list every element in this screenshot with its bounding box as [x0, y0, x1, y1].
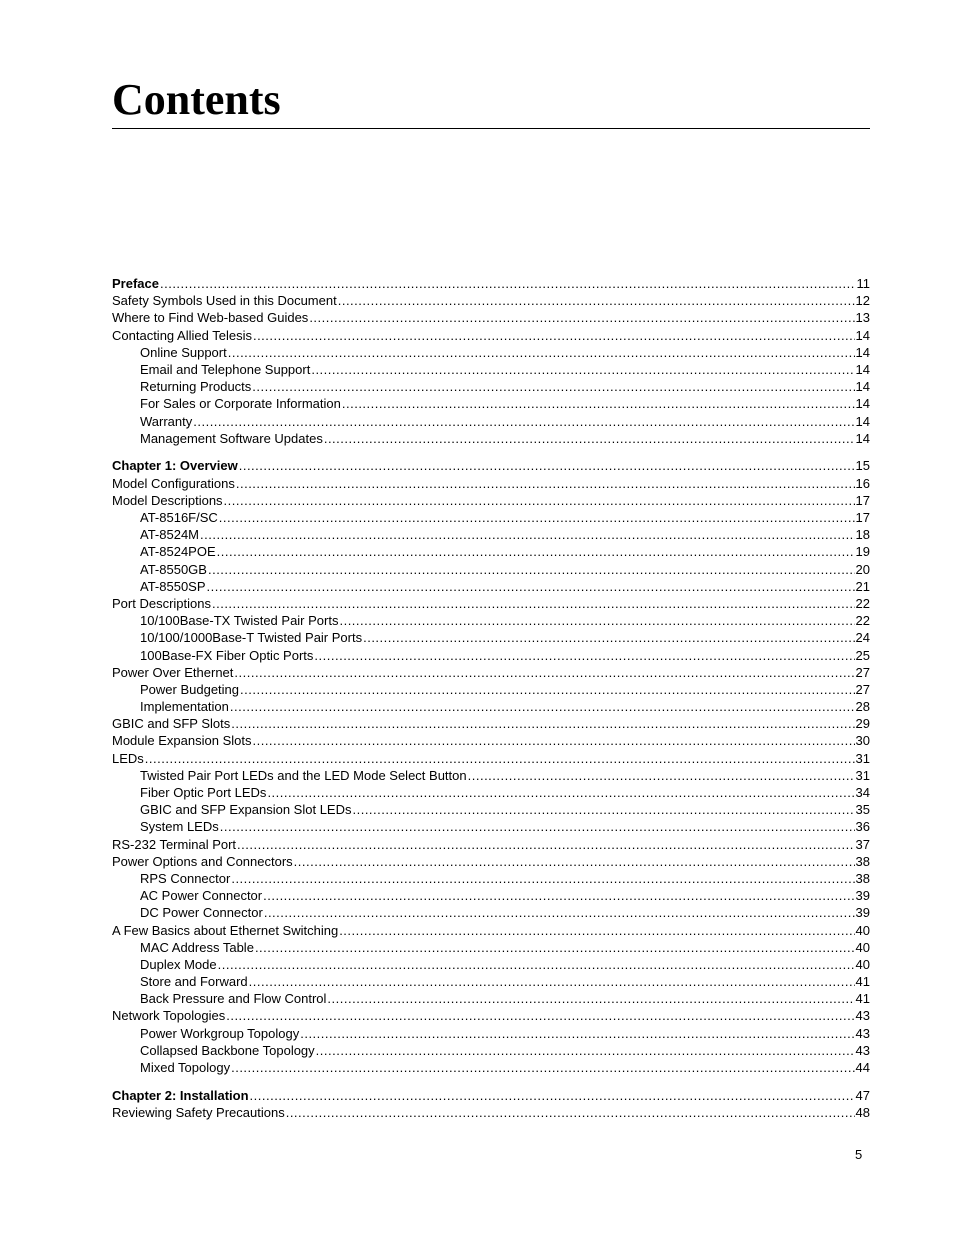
toc-entry[interactable] — [112, 578, 870, 595]
toc-entry[interactable] — [112, 492, 870, 509]
toc-entry-page: 39 — [855, 905, 870, 921]
toc-entry-page: 31 — [855, 767, 870, 783]
toc-entry[interactable] — [112, 1025, 870, 1042]
title-divider — [112, 128, 870, 129]
toc-entry-title: Store and Forward — [140, 974, 248, 990]
toc-dot-leader — [253, 327, 855, 344]
toc-entry[interactable] — [112, 378, 870, 395]
toc-entry-title: 100Base-FX Fiber Optic Ports — [140, 647, 314, 663]
toc-entry-title: 10/100/1000Base-T Twisted Pair Ports — [140, 630, 363, 646]
toc-dot-leader — [236, 475, 855, 492]
toc-entry[interactable] — [112, 990, 870, 1007]
toc-entry-title: MAC Address Table — [140, 939, 254, 955]
toc-dot-leader — [217, 543, 855, 560]
toc-entry[interactable] — [112, 526, 870, 543]
toc-dot-leader — [234, 664, 854, 681]
toc-entry-page: 34 — [855, 785, 870, 801]
toc-dot-leader — [294, 853, 855, 870]
toc-entry-page: 14 — [855, 396, 870, 412]
page-number: 5 — [855, 1147, 863, 1162]
toc-entry-page: 40 — [855, 939, 870, 955]
toc-entry-title: Returning Products — [140, 379, 252, 395]
toc-entry-page: 40 — [855, 956, 870, 972]
toc-entry-page: 36 — [855, 819, 870, 835]
toc-entry[interactable] — [112, 836, 870, 853]
toc-dot-leader — [339, 922, 854, 939]
toc-entry-title: Email and Telephone Support — [140, 361, 311, 377]
toc-dot-leader — [327, 990, 854, 1007]
toc-entry-page: 38 — [855, 870, 870, 886]
toc-entry-title: Management Software Updates — [140, 430, 323, 446]
toc-entry-title: Warranty — [140, 413, 193, 429]
toc-entry-title: Power Over Ethernet — [112, 664, 234, 680]
toc-entry-title: Online Support — [140, 344, 227, 360]
toc-entry[interactable] — [112, 870, 870, 887]
toc-entry-page: 14 — [855, 361, 870, 377]
toc-entry-title: Mixed Topology — [140, 1060, 231, 1076]
toc-entry-page: 38 — [855, 853, 870, 869]
toc-entry[interactable] — [112, 973, 870, 990]
toc-entry-title: Module Expansion Slots — [112, 733, 252, 749]
toc-dot-leader — [267, 784, 854, 801]
toc-dot-leader — [255, 939, 855, 956]
toc-entry[interactable] — [112, 801, 870, 818]
toc-entry-page: 14 — [855, 344, 870, 360]
toc-dot-leader — [237, 836, 854, 853]
toc-entry-title: System LEDs — [140, 819, 219, 835]
toc-entry-page: 27 — [855, 681, 870, 697]
toc-dot-leader — [264, 904, 855, 921]
toc-entry-title: Safety Symbols Used in this Document — [112, 293, 337, 309]
page-title: Contents — [112, 75, 281, 124]
toc-entry[interactable] — [112, 1104, 870, 1121]
toc-entry-page: 48 — [855, 1105, 870, 1120]
toc-entry-title: Collapsed Backbone Topology — [140, 1042, 315, 1058]
toc-entry-title: A Few Basics about Ethernet Switching — [112, 922, 339, 938]
toc-entry-title: RS-232 Terminal Port — [112, 836, 237, 852]
toc-dot-leader — [212, 595, 855, 612]
toc-dot-leader — [226, 1007, 854, 1024]
toc-entry[interactable] — [112, 561, 870, 578]
toc-entry[interactable] — [112, 543, 870, 560]
toc-entry-page: 22 — [855, 595, 870, 611]
toc-entry-page: 40 — [855, 922, 870, 938]
toc-entry-title: AT-8524POE — [140, 544, 216, 560]
toc-dot-leader — [363, 629, 854, 646]
toc-entry-page: 17 — [855, 492, 870, 508]
toc-entry[interactable] — [112, 292, 870, 309]
toc-dot-leader — [230, 698, 855, 715]
toc-entry-page: 19 — [855, 544, 870, 560]
toc-entry-page: 14 — [855, 430, 870, 446]
toc-entry-title: Fiber Optic Port LEDs — [140, 785, 267, 801]
toc-entry-title: DC Power Connector — [140, 905, 263, 921]
toc-entry[interactable] — [112, 595, 870, 612]
toc-dot-leader — [252, 732, 854, 749]
toc-entry[interactable] — [112, 664, 870, 681]
toc-entry-title: Model Configurations — [112, 475, 235, 491]
toc-entry-title: AT-8524M — [140, 527, 200, 543]
toc-entry-title: Implementation — [140, 699, 229, 715]
toc-entry-title: Reviewing Safety Precautions — [112, 1105, 285, 1120]
toc-entry-page: 43 — [855, 1042, 870, 1058]
toc-entry[interactable] — [112, 1007, 870, 1024]
toc-entry[interactable] — [112, 681, 870, 698]
toc-entry-title: Twisted Pair Port LEDs and the LED Mode Select Button — [140, 767, 467, 783]
toc-entry-title: For Sales or Corporate Information — [140, 396, 341, 412]
toc-dot-leader — [220, 818, 855, 835]
toc-entry-title: Chapter 2: Installation — [112, 1087, 249, 1103]
toc-entry-title: Where to Find Web-based Guides — [112, 310, 309, 326]
toc-entry-page: 14 — [855, 379, 870, 395]
toc-entry-page: 14 — [855, 413, 870, 429]
toc-entry-page: 15 — [855, 458, 870, 474]
toc-dot-leader — [263, 887, 854, 904]
toc-dot-leader — [160, 275, 856, 292]
toc-entry[interactable] — [112, 922, 870, 939]
toc-entry[interactable] — [112, 956, 870, 973]
toc-entry[interactable] — [112, 732, 870, 749]
toc-dot-leader — [200, 526, 855, 543]
toc-chapter-entry[interactable] — [112, 457, 870, 474]
toc-dot-leader — [342, 395, 855, 412]
toc-entry-title: Network Topologies — [112, 1008, 226, 1024]
toc-entry[interactable] — [112, 509, 870, 526]
toc-entry-title: Power Budgeting — [140, 681, 240, 697]
toc-entry[interactable] — [112, 887, 870, 904]
toc-entry-page: 37 — [855, 836, 870, 852]
toc-entry[interactable] — [112, 361, 870, 378]
toc-entry[interactable] — [112, 309, 870, 326]
toc-entry-page: 17 — [855, 510, 870, 526]
toc-entry[interactable] — [112, 750, 870, 767]
toc-entry-page: 44 — [855, 1060, 870, 1076]
toc-dot-leader — [468, 767, 855, 784]
toc-dot-leader — [208, 561, 855, 578]
toc-entry-page: 22 — [855, 613, 870, 629]
toc-entry[interactable] — [112, 784, 870, 801]
toc-dot-leader — [224, 492, 855, 509]
toc-entry-title: Preface — [112, 276, 159, 291]
toc-dot-leader — [228, 344, 855, 361]
toc-entry-title: Model Descriptions — [112, 492, 223, 508]
toc-entry-page: 39 — [855, 888, 870, 904]
toc-entry-page: 41 — [855, 974, 870, 990]
toc-entry[interactable] — [112, 612, 870, 629]
toc-dot-leader — [218, 956, 855, 973]
toc-entry[interactable] — [112, 1042, 870, 1059]
toc-entry-page: 20 — [855, 561, 870, 577]
toc-dot-leader — [252, 378, 854, 395]
toc-chapter-entry[interactable] — [112, 1087, 870, 1104]
toc-entry[interactable] — [112, 413, 870, 430]
toc-entry[interactable] — [112, 475, 870, 492]
toc-dot-leader — [300, 1025, 854, 1042]
toc-entry-title: LEDs — [112, 750, 144, 766]
toc-entry-page: 16 — [855, 475, 870, 491]
toc-entry-title: Power Options and Connectors — [112, 853, 293, 869]
toc-entry[interactable] — [112, 344, 870, 361]
toc-entry-page: 35 — [855, 802, 870, 818]
toc-dot-leader — [231, 1059, 854, 1076]
toc-entry[interactable] — [112, 647, 870, 664]
toc-entry-title: Duplex Mode — [140, 956, 217, 972]
toc-dot-leader — [309, 309, 854, 326]
toc-dot-leader — [231, 715, 854, 732]
toc-dot-leader — [219, 509, 855, 526]
toc-entry-title: AT-8516F/SC — [140, 510, 218, 526]
toc-entry[interactable] — [112, 904, 870, 921]
toc-dot-leader — [231, 870, 854, 887]
toc-dot-leader — [207, 578, 855, 595]
toc-entry[interactable] — [112, 430, 870, 447]
toc-entry[interactable] — [112, 629, 870, 646]
toc-entry-page: 47 — [855, 1087, 870, 1103]
toc-entry-page: 43 — [855, 1008, 870, 1024]
toc-entry-page: 11 — [856, 276, 870, 291]
toc-entry-page: 31 — [855, 750, 870, 766]
toc-entry-page: 41 — [855, 991, 870, 1007]
table-of-contents — [112, 275, 870, 1121]
toc-dot-leader — [249, 973, 855, 990]
toc-dot-leader — [239, 457, 855, 474]
toc-entry[interactable] — [112, 767, 870, 784]
toc-entry[interactable] — [112, 327, 870, 344]
toc-entry-title: RPS Connector — [140, 870, 231, 886]
toc-entry[interactable] — [112, 698, 870, 715]
toc-chapter-entry[interactable] — [112, 275, 870, 292]
toc-entry[interactable] — [112, 853, 870, 870]
toc-entry-page: 24 — [855, 630, 870, 646]
toc-dot-leader — [250, 1087, 855, 1104]
toc-entry[interactable] — [112, 818, 870, 835]
toc-entry-title: Port Descriptions — [112, 595, 211, 611]
toc-dot-leader — [339, 612, 854, 629]
toc-entry-page: 43 — [855, 1025, 870, 1041]
toc-entry-page: 12 — [855, 293, 870, 309]
toc-entry-title: GBIC and SFP Expansion Slot LEDs — [140, 802, 352, 818]
toc-entry-page: 13 — [855, 310, 870, 326]
toc-entry-page: 21 — [855, 578, 870, 594]
toc-entry-page: 28 — [855, 699, 870, 715]
toc-entry-title: GBIC and SFP Slots — [112, 716, 231, 732]
toc-entry-title: Power Workgroup Topology — [140, 1025, 300, 1041]
toc-entry-page: 27 — [855, 664, 870, 680]
toc-entry[interactable] — [112, 1059, 870, 1076]
toc-entry-page: 25 — [855, 647, 870, 663]
toc-dot-leader — [316, 1042, 855, 1059]
toc-dot-leader — [286, 1104, 855, 1121]
toc-entry-page: 14 — [855, 327, 870, 343]
toc-dot-leader — [240, 681, 855, 698]
toc-dot-leader — [352, 801, 854, 818]
toc-entry-title: Chapter 1: Overview — [112, 458, 238, 474]
toc-entry-title: AC Power Connector — [140, 888, 263, 904]
toc-dot-leader — [311, 361, 854, 378]
toc-entry-title: Back Pressure and Flow Control — [140, 991, 327, 1007]
toc-entry-title: AT-8550GB — [140, 561, 207, 577]
toc-entry-title: Contacting Allied Telesis — [112, 327, 252, 343]
toc-dot-leader — [324, 430, 855, 447]
toc-entry[interactable] — [112, 395, 870, 412]
toc-entry-title: 10/100Base-TX Twisted Pair Ports — [140, 613, 339, 629]
toc-entry-page: 30 — [855, 733, 870, 749]
toc-entry-page: 29 — [855, 716, 870, 732]
toc-entry[interactable] — [112, 939, 870, 956]
toc-dot-leader — [145, 750, 855, 767]
toc-dot-leader — [193, 413, 854, 430]
toc-entry-page: 18 — [855, 527, 870, 543]
toc-dot-leader — [314, 647, 854, 664]
toc-entry-title: AT-8550SP — [140, 578, 206, 594]
toc-entry[interactable] — [112, 715, 870, 732]
toc-dot-leader — [338, 292, 855, 309]
